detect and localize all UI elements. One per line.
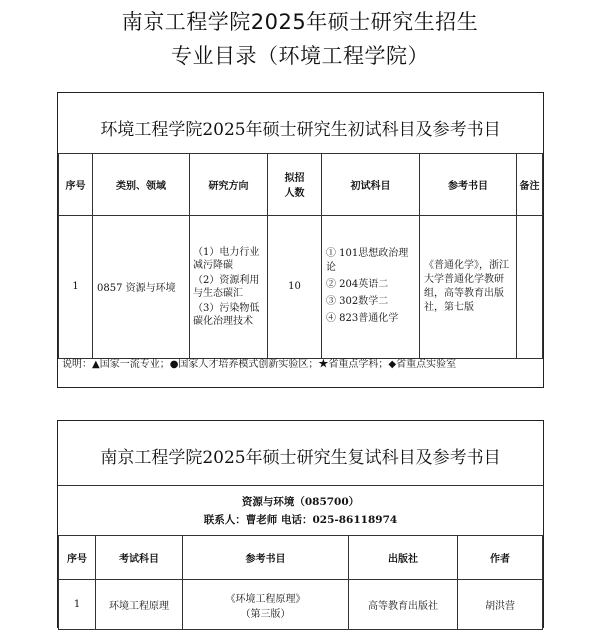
- subject-2: ② 204英语二: [326, 279, 389, 291]
- col-header-category: 类别、领域: [93, 154, 190, 216]
- retest-header-row: [59, 536, 543, 580]
- cell-publisher: 高等教育出版社: [349, 580, 458, 630]
- col-header-plan: 拟招人数: [268, 154, 322, 216]
- direction-1: （1）电力行业减污降碳: [193, 246, 260, 271]
- cell-category: 0857 资源与环境: [93, 215, 190, 359]
- retest-table: [58, 535, 543, 630]
- initial-exam-section: [57, 92, 544, 388]
- col-header-books: 参考书目: [420, 154, 517, 216]
- cell-books: 《普通化学》，浙江大学普通化学教研组，高等教育出版社，第七版: [420, 215, 517, 359]
- page-subtitle: 专业目录（环境工程学院）: [171, 44, 429, 68]
- cell-subjects: [322, 215, 420, 359]
- cell-subject: 环境工程原理: [96, 580, 183, 630]
- col-header-remark: 备注: [517, 154, 543, 216]
- col-header-publisher: 出版社: [349, 536, 458, 580]
- col-header-author: 作者: [458, 536, 543, 580]
- col-header-direction: 研究方向: [190, 154, 268, 216]
- subject-1: ① 101思想政治理论: [326, 248, 409, 274]
- initial-exam-caption: 环境工程学院2025年硕士研究生初试科目及参考书目: [100, 120, 501, 140]
- cell-no: 1: [59, 215, 93, 359]
- retest-caption: 南京工程学院2025年硕士研究生复试科目及参考书目: [100, 448, 501, 468]
- col-header-subjects: 初试科目: [322, 154, 420, 216]
- contact-label: 联系人：曹老师 电话：025-86118974: [203, 514, 398, 526]
- col-header-subject: 考试科目: [96, 536, 183, 580]
- table-row: [59, 215, 543, 359]
- col-header-no: 序号: [59, 154, 93, 216]
- cell-remark: [517, 215, 543, 359]
- cell-no: 1: [59, 580, 96, 630]
- subject-3: ③ 302数学二: [326, 296, 389, 308]
- col-header-no: 序号: [59, 536, 96, 580]
- book-edition: （第三版）: [240, 608, 291, 620]
- col-header-book: 参考书目: [183, 536, 349, 580]
- retest-section: [57, 420, 544, 628]
- initial-exam-header-row: [59, 154, 543, 216]
- book-title: 《环境工程原理》: [225, 593, 306, 605]
- direction-2: （2）资源利用与生态碳汇: [193, 274, 260, 299]
- initial-exam-table: [58, 153, 543, 359]
- direction-3: （3）污染物低碳化治理技术: [193, 302, 260, 327]
- legend-note: 说明：▲国家一流专业；●国家人才培养模式创新实验区；★省重点学科；◆省重点实验室: [62, 359, 457, 370]
- subject-4: ④ 823普通化学: [326, 313, 399, 325]
- page-title: 南京工程学院2025年硕士研究生招生: [121, 10, 479, 34]
- cell-book: [183, 580, 349, 630]
- major-label: 资源与环境（085700）: [241, 496, 360, 508]
- cell-author: 胡洪营: [458, 580, 543, 630]
- retest-info-block: [58, 485, 543, 536]
- cell-directions: [190, 215, 268, 359]
- table-row: [59, 580, 543, 630]
- cell-plan: 10: [268, 215, 322, 359]
